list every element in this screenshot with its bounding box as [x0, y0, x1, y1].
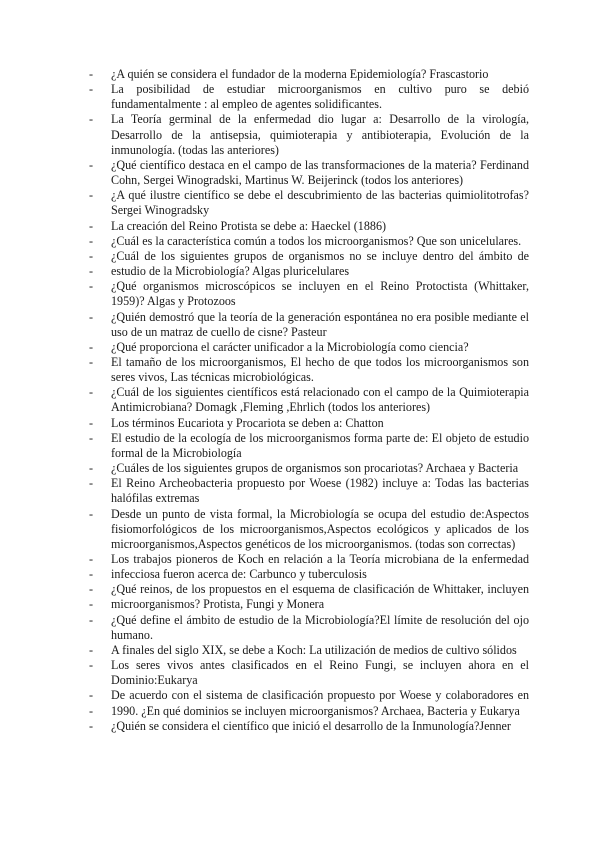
item-text: ¿A quién se considera el fundador de la moderna Epidemiología? Frascastorio [111, 67, 489, 81]
bullet-dash: - [89, 385, 94, 400]
item-text: microorganismos? Protista, Fungi y Monera [111, 597, 325, 612]
item-text: ¿Qué define el ámbito de estudio de la Microbiología?El límite de resolución del ojo humano. [111, 612, 529, 642]
bullet-dash: - [89, 688, 94, 703]
list-item [89, 67, 529, 82]
list-item [89, 704, 529, 719]
item-text: infecciosa fueron acerca de: Carbunco y tuberculosis [111, 567, 367, 582]
item-text: ¿Qué proporciona el carácter unificador a la Microbiología como ciencia? [111, 339, 469, 354]
list-item [89, 416, 529, 431]
question-answer-list [89, 67, 529, 734]
list-item [89, 219, 529, 234]
list-item [89, 431, 529, 461]
item-text: La creación del Reino Protista se debe a: Haeckel (1886) [111, 218, 387, 233]
list-item [89, 310, 529, 340]
list-item [89, 264, 529, 279]
item-text: ¿Cuál es la característica común a todos los microorganismos? Que son unicelulares. [111, 233, 522, 248]
bullet-dash: - [89, 415, 94, 430]
item-text: ¿Cuál de los siguientes científicos está relacionado con el campo de la Quimioterapia Antimicrobiana? Domagk ,Fleming ,Ehrlich (todos los anteriores) [111, 385, 529, 415]
item-text: Desde un punto de vista formal, la Microbiología se ocupa del estudio de:Aspectos fisiomorfológicos de los microorganismos,Aspectos ecológicos y aplicados de los microorganismos,Aspectos genéticos de los microorganismos. (todas son correctas) [111, 506, 529, 551]
item-text: La Teoría germinal de la enfermedad dio lugar a: Desarrollo de la virología, Desarrollo de la antisepsia, quimioterapia y antibioterapia, Evolución de la inmunología. (todas las anteriores) [111, 112, 529, 157]
list-item [89, 613, 529, 643]
list-item [89, 643, 529, 658]
bullet-dash: - [89, 112, 94, 127]
bullet-dash: - [89, 279, 94, 294]
list-item [89, 279, 529, 309]
bullet-dash: - [89, 718, 94, 733]
list-item [89, 234, 529, 249]
item-text: Los términos Eucariota y Procariota se deben a: Chatton [111, 415, 384, 430]
bullet-dash: - [89, 218, 94, 233]
bullet-dash: - [89, 264, 94, 279]
list-item [89, 82, 529, 112]
bullet-dash: - [89, 658, 94, 673]
bullet-dash: - [89, 642, 94, 657]
list-item [89, 567, 529, 582]
list-item [89, 461, 529, 476]
list-item [89, 507, 529, 552]
item-text: ¿Cuál de los siguientes grupos de organismos no se incluye dentro del ámbito de [111, 248, 529, 263]
item-text: El Reino Archeobacteria propuesto por Woese (1982) incluye a: Todas las bacterias halófilas extremas [111, 476, 529, 506]
bullet-dash: - [89, 82, 94, 97]
item-text: estudio de la Microbiología? Algas pluricelulares [111, 264, 350, 279]
list-item [89, 476, 529, 506]
bullet-dash: - [89, 612, 94, 627]
list-item [89, 719, 529, 734]
list-item [89, 688, 529, 703]
list-item [89, 249, 529, 264]
list-item [89, 552, 529, 567]
item-text: ¿A qué ilustre científico se debe el descubrimiento de las bacterias quimiolitotrofas? Sergei Winogradsky [111, 188, 529, 218]
item-text: El tamaño de los microorganismos, El hecho de que todos los microorganismos son seres vivos, Las técnicas microbiológicas. [111, 354, 529, 385]
list-item [89, 158, 529, 188]
list-item [89, 597, 529, 612]
list-item [89, 355, 529, 385]
bullet-dash: - [89, 188, 94, 203]
item-text: A finales del siglo XIX, se debe a Koch: La utilización de medios de cultivo sólidos [111, 642, 517, 657]
bullet-dash: - [89, 354, 94, 369]
bullet-dash: - [89, 506, 94, 521]
item-text: ¿Qué reinos, de los propuestos en el esquema de clasificación de Whittaker, incluyen [111, 582, 529, 597]
bullet-dash: - [89, 157, 94, 172]
list-item [89, 340, 529, 355]
item-text: El estudio de la ecología de los microorganismos forma parte de: El objeto de estudio formal de la Microbiología [111, 430, 529, 460]
item-text: ¿Qué organismos microscópicos se incluyen en el Reino Protoctista (Whittaker, 1959)? Algas y Protozoos [111, 279, 529, 309]
bullet-dash: - [89, 430, 94, 445]
bullet-dash: - [89, 567, 94, 582]
bullet-dash: - [89, 461, 94, 476]
item-text: ¿Cuáles de los siguientes grupos de organismos son procariotas? Archaea y Bacteria [111, 461, 519, 476]
bullet-dash: - [89, 67, 94, 81]
list-item [89, 112, 529, 157]
item-text: Los seres vivos antes clasificados en el Reino Fungi, se incluyen ahora en el Dominio:Eukarya [111, 658, 529, 688]
item-text: De acuerdo con el sistema de clasificación propuesto por Woese y colaboradores en [111, 688, 529, 703]
bullet-dash: - [89, 309, 94, 324]
bullet-dash: - [89, 597, 94, 612]
list-item [89, 188, 529, 218]
list-item [89, 385, 529, 415]
list-item [89, 582, 529, 597]
item-text: 1990. ¿En qué dominios se incluyen microorganismos? Archaea, Bacteria y Eukarya [111, 703, 520, 718]
item-text: ¿Quién demostró que la teoría de la generación espontánea no era posible mediante el uso de un matraz de cuello de cisne? Pasteur [111, 309, 529, 339]
item-text: ¿Qué científico destaca en el campo de las transformaciones de la materia? Ferdinand Cohn, Sergei Winogradski, Martinus W. Beijerinck (todos los anteriores) [111, 157, 529, 188]
bullet-dash: - [89, 582, 94, 597]
bullet-dash: - [89, 703, 94, 718]
bullet-dash: - [89, 233, 94, 248]
bullet-dash: - [89, 339, 94, 354]
item-text: Los trabajos pioneros de Koch en relación a la Teoría microbiana de la enfermedad [111, 552, 529, 566]
bullet-dash: - [89, 552, 94, 566]
list-item [89, 658, 529, 688]
item-text: ¿Quién se considera el científico que inició el desarrollo de la Inmunología?Jenner [111, 718, 511, 733]
bullet-dash: - [89, 476, 94, 491]
item-text: La posibilidad de estudiar microorganismos en cultivo puro se debió fundamentalmente : al empleo de agentes solidificantes. [111, 82, 529, 112]
bullet-dash: - [89, 248, 94, 263]
